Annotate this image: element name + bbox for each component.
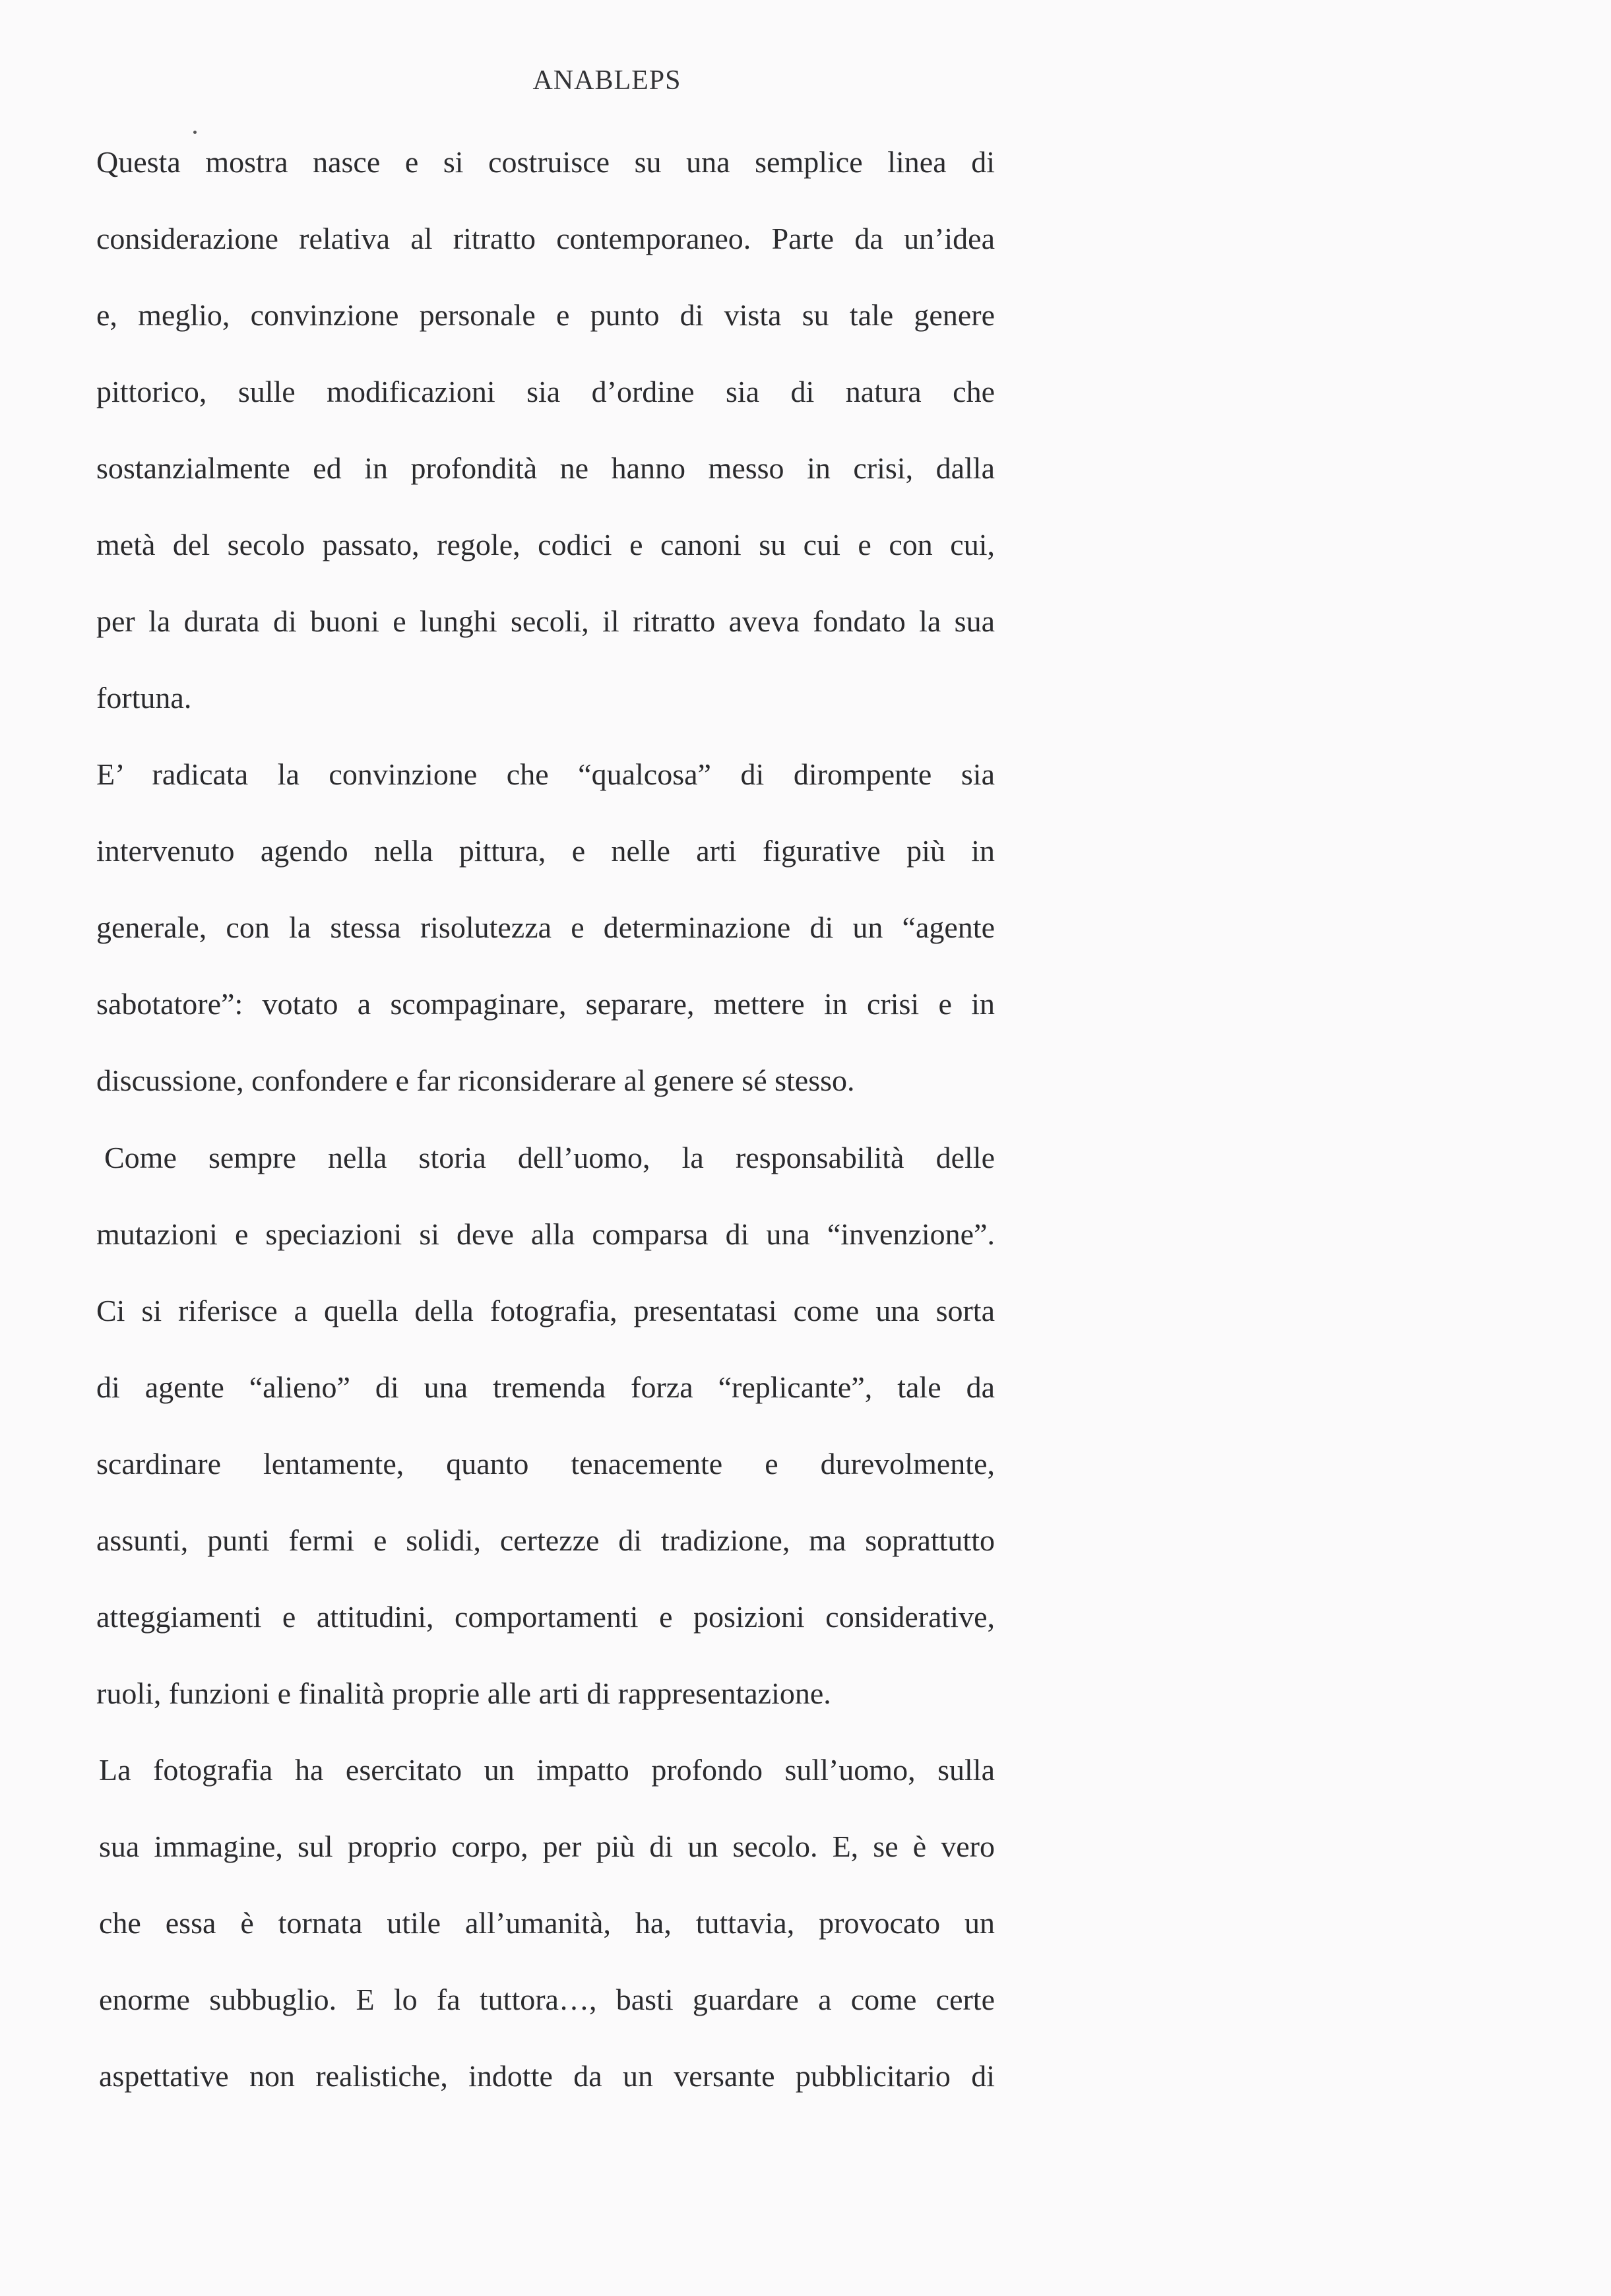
- text-line: e, meglio, convinzione personale e punto di vista su tale genere: [96, 298, 995, 332]
- text-line: atteggiamenti e attitudini, comportamenti e posizioni considerative,: [96, 1600, 995, 1634]
- text-line: considerazione relativa al ritratto contemporaneo. Parte da un’idea: [96, 222, 995, 255]
- text-line: scardinare lentamente, quanto tenacemente e durevolmente,: [96, 1447, 995, 1481]
- text-line: enorme subbuglio. E lo fa tuttora…, basti guardare a come certe: [99, 1983, 995, 2016]
- text-line: Come sempre nella storia dell’uomo, la responsabilità delle: [104, 1141, 995, 1174]
- text-line: sostanzialmente ed in profondità ne hanno messo in crisi, dalla: [96, 451, 995, 485]
- text-line: metà del secolo passato, regole, codici e canoni su cui e con cui,: [96, 528, 995, 561]
- scan-speck: [193, 131, 197, 134]
- text-line: Questa mostra nasce e si costruisce su una semplice linea di: [96, 145, 995, 179]
- text-line: assunti, punti fermi e solidi, certezze di tradizione, ma soprattutto: [96, 1523, 995, 1557]
- text-line: intervenuto agendo nella pittura, e nelle arti figurative più in: [96, 834, 995, 868]
- text-line: pittorico, sulle modificazioni sia d’ordine sia di natura che: [96, 375, 995, 408]
- text-line: sua immagine, sul proprio corpo, per più di un secolo. E, se è vero: [99, 1830, 995, 1863]
- text-line: aspettative non realistiche, indotte da un versante pubblicitario di: [99, 2059, 995, 2093]
- text-line: che essa è tornata utile all’umanità, ha, tuttavia, provocato un: [99, 1906, 995, 1940]
- text-line: Ci si riferisce a quella della fotografia, presentatasi come una sorta: [96, 1294, 995, 1327]
- text-line: sabotatore”: votato a scompaginare, separare, mettere in crisi e in: [96, 987, 995, 1021]
- text-line: fortuna.: [96, 681, 192, 715]
- document-title: ANABLEPS: [532, 65, 681, 96]
- text-line: generale, con la stessa risolutezza e determinazione di un “agente: [96, 910, 995, 944]
- text-line: di agente “alieno” di una tremenda forza “replicante”, tale da: [96, 1370, 995, 1404]
- text-line: discussione, confondere e far riconsiderare al genere sé stesso.: [96, 1064, 855, 1097]
- text-line: mutazioni e speciazioni si deve alla comparsa di una “invenzione”.: [96, 1217, 995, 1251]
- text-line: per la durata di buoni e lunghi secoli, il ritratto aveva fondato la sua: [96, 604, 995, 638]
- text-line: La fotografia ha esercitato un impatto profondo sull’uomo, sulla: [99, 1753, 995, 1787]
- text-line: E’ radicata la convinzione che “qualcosa” di dirompente sia: [96, 757, 995, 791]
- text-line: ruoli, funzioni e finalità proprie alle arti di rappresentazione.: [96, 1676, 831, 1710]
